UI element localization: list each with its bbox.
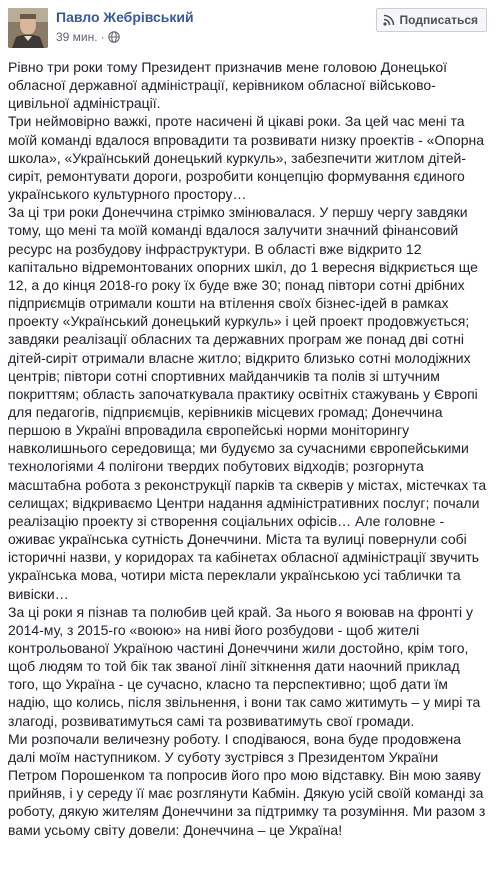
post-paragraph: За ці роки я пізнав та полюбив цей край. За нього я воював на фронті у 2014-му, з 2015-го «воюю» на ниві його розбудови - щоб жителі контрольованої Україною частині Донеччини жили достойно, крім того, щоб людям то той бік так званої лінії зіткнення дати наочний приклад того, що Україна - це сучасно, класно та перспективно; щоб дати їм надію, що колись, після звільнення, і вони так само житимуть – у мирі та злагоді, розвиватимуться самі та розвиватимуть свої громади. xyxy=(8,603,481,729)
subscribe-button[interactable] xyxy=(376,8,487,32)
post-meta xyxy=(56,30,120,44)
post-paragraph: Три неймовірно важкі, проте насичені й цікаві роки. За цей час мені та моїй команді вдалося впровадити та розвивати низку проектів - «Опорна школа», «Український донецький куркуль», забезпечити житлом дітей-сиріт, ремонтувати дороги, розробити концепцію формування єдиного українського культурного простору… xyxy=(8,113,484,203)
globe-icon xyxy=(108,31,120,43)
meta-separator: · xyxy=(100,30,105,44)
subscribe-label: Подписаться xyxy=(399,13,478,27)
post-text xyxy=(8,58,488,839)
post-header xyxy=(0,0,495,50)
author-avatar[interactable] xyxy=(8,8,48,48)
rss-icon xyxy=(383,14,395,26)
post-timestamp[interactable]: 39 мин. xyxy=(56,30,98,44)
author-name[interactable]: Павло Жебрівський xyxy=(56,9,194,25)
post-paragraph: За ці три роки Донеччина стрімко змінювалася. У першу чергу завдяки тому, що мені та моїй команді вдалося залучити значний фінансовий ресурс на розбудову інфраструктури. В області вже відкрито 12 капітально відремонтованих опорних шкіл, до 1 вересня відкриється ще 12, а до кінця 2018-го року їх буде вже 30; понад півтори сотні дрібних підприємців отримали кошти на втілення своїх бізнес-ідей в рамках проекту «Український донецький куркуль» і цей проект продовжується; завдяки реалізації обласних та державних програм же понад дві сотні дітей-сиріт отримали власне житло; відкрито близько сотні молодіжних центрів; півтори сотні спортивних майданчиків та полів зі штучним покриттям; область започаткувала практику освітніх стажувань у Європі для педагогів, підприємців, керівників місцевих громад; Донеччина першою в Україні впровадила європейські норми моніторингу навколишнього середовища; ми будуємо за сучасними європейськими технологіями 4 полігони твердих побутових відходів; розгорнута масштабна робота з реконструкції парків та скверів у містах, містечках та селищах; відкриваємо Центри надання адміністративних послуг; почали реалізацію проекту зі створення соціальних офісів… Але головне - оживає українська сутність Донеччини. Міста та вулиці повернули собі історичні назви, у коридорах та кабінетах обласної адміністрації звучить українська мова, чотири міста переклали українською усі таблички та вивіски… xyxy=(8,204,487,602)
post-paragraph: Рівно три роки тому Президент призначив мене головою Донецької обласної державної адміністрації, керівником обласної військово-цивільної адміністрації. xyxy=(8,59,448,112)
avatar-photo-icon xyxy=(8,8,48,48)
post-paragraph: Ми розпочали величезну роботу. І сподіваюся, вона буде продовжена далі моїм наступником. У суботу зустрівся з Президентом України Петром Порошенком та попросив його про мою відставку. Він мою заяву прийняв, і у середу її має розглянути Кабмін. Дякую усій своїй команді за роботу, дякую жителям Донеччини за підтримку та розуміння. Ми разом з вами усьому світу довели: Донеччина – це Україна! xyxy=(8,730,486,838)
